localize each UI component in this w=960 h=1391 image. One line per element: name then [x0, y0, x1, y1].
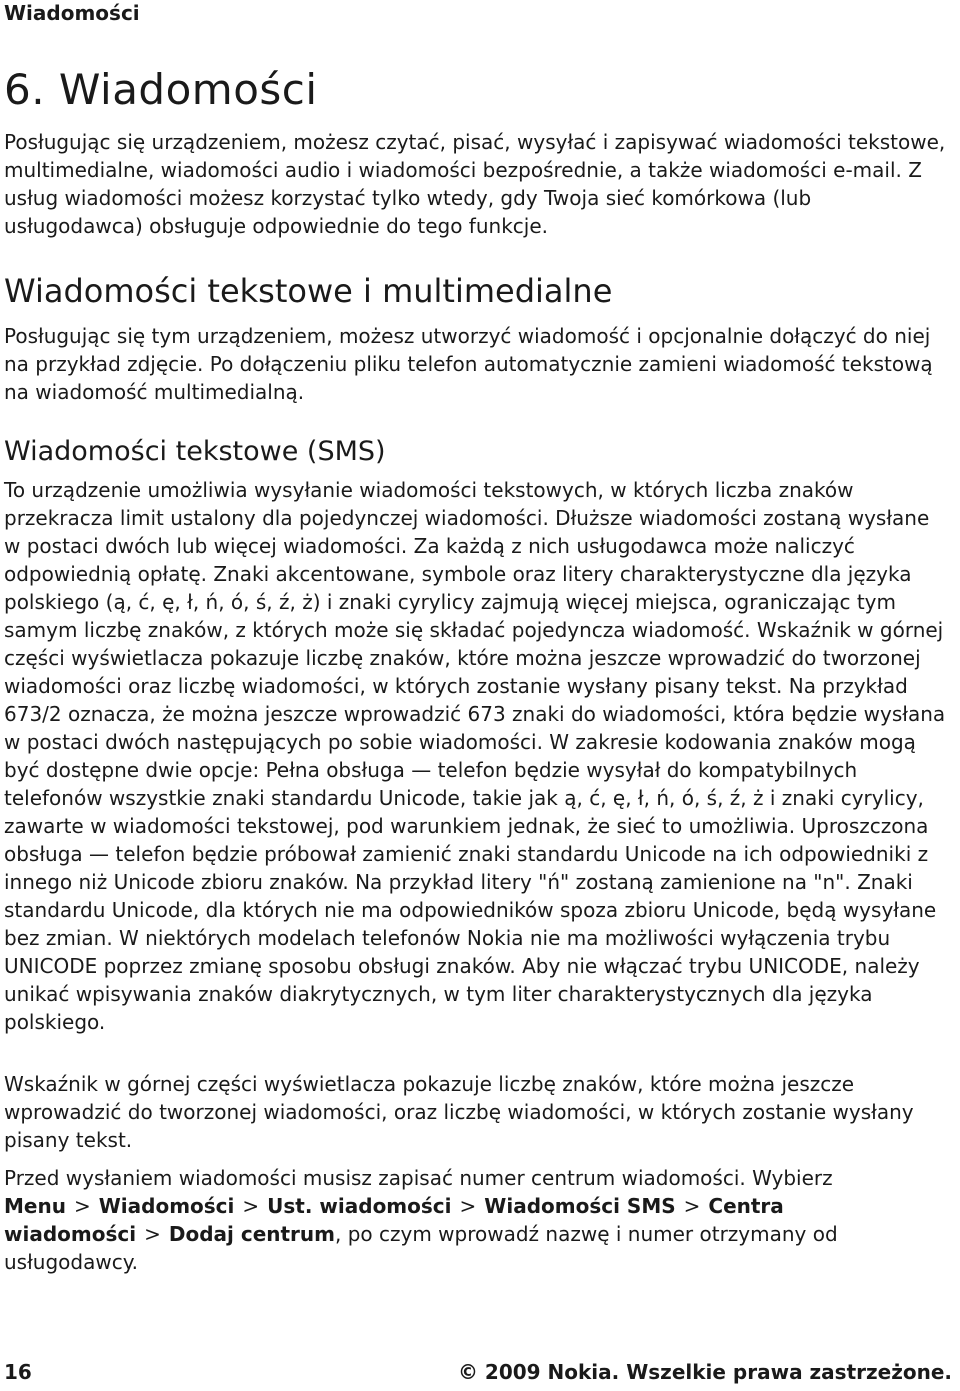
menu-path-item: Centra wiadomości — [4, 1194, 784, 1246]
page-number: 16 — [4, 1360, 32, 1384]
running-header: Wiadomości — [4, 1, 140, 25]
sms-paragraph-2: Wskaźnik w górnej części wyświetlacza pokazuje liczbę znaków, które można jeszcze wprowadzić do tworzonej wiadomości, oraz liczbę wiadomości, w których zostanie wysłany pisany tekst. — [4, 1072, 914, 1152]
sms-paragraph-1: To urządzenie umożliwia wysyłanie wiadomości tekstowych, w których liczba znaków przekracza limit ustalony dla pojedynczej wiadomości. Dłuższe wiadomości zostaną wysłane w postaci dwóch lub więcej wiadomości. Za każdą z nich usługodawca może naliczyć odpowiednią opłatę. Znaki akcentowane, symbole oraz litery charakterystyczne dla języka polskiego (ą, ć, ę, ł, ń, ó, ś, ź, ż) i znaki cyrylicy zajmują więcej miejsca, ograniczając tym samym liczbę znaków, z których może się składać pojedyncza wiadomość. Wskaźnik w górnej części wyświetlacza pokazuje liczbę znaków, które można jeszcze wprowadzić do tworzonej wiadomości oraz liczbę wiadomości, w których zostanie wysłany pisany tekst. Na przykład 673/2 oznacza, że można jeszcze wprowadzić 673 znaki do wiadomości, która będzie wysłana w postaci dwóch następujących po sobie wiadomości. W zakresie kodowania znaków mogą być dostępne dwie opcje: Pełna obsługa — telefon będzie wysyłał do kompatybilnych telefonów wszystkie znaki standardu Unicode, takie jak ą, ć, ę, ł, ń, ó, ś, ź, ż i znaki cyrylicy, zawarte w wiadomości tekstowej, pod warunkiem jednak, że sieć to umożliwia. Uproszczona obsługa — telefon będzie próbował zamienić znaki standardu Unicode na ich odpowiedniki z innego niż Unicode zbioru znaków. Na przykład litery "ń" zostaną zamienione na "n". Znaki standardu Unicode, dla których nie ma odpowiedników spoza zbioru Unicode, będą wysyłane bez zmian. W niektórych modelach telefonów Nokia nie ma możliwości wyłączenia trybu UNICODE poprzez zmianę sposobu obsługi znaków. Aby nie włączać trybu UNICODE, należy unikać wpisywania znaków diakrytycznych, w tym liter charakterystycznych dla języka polskiego. — [4, 478, 946, 1034]
menu-path-separator: > — [242, 1194, 260, 1218]
menu-path-item: Dodaj centrum — [168, 1222, 335, 1246]
menu-path-item: Menu — [4, 1194, 66, 1218]
section-heading-sms: Wiadomości tekstowe (SMS) — [4, 436, 386, 467]
menu-path-separator: > — [73, 1194, 91, 1218]
section-body-text-multimedia: Posługując się tym urządzeniem, możesz utworzyć wiadomość i opcjonalnie dołączyć do niej na przykład zdjęcie. Po dołączeniu pliku telefon automatycznie zamieni wiadomość tekstową na wiadomość multimedialną. — [4, 324, 933, 404]
copyright-notice: © 2009 Nokia. Wszelkie prawa zastrzeżone. — [457, 1360, 952, 1384]
menu-path-item: Wiadomości SMS — [484, 1194, 676, 1218]
chapter-intro: Posługując się urządzeniem, możesz czytać, pisać, wysyłać i zapisywać wiadomości tekstowe, multimedialne, wiadomości audio i wiadomości bezpośrednie, a także wiadomości e-mail. Z usług wiadomości możesz korzystać tylko wtedy, gdy Twoja sieć komórkowa (lub usługodawca) obsługuje odpowiednie do tego funkcje. — [4, 130, 946, 238]
menu-path-item: Wiadomości — [98, 1194, 235, 1218]
section-heading-text-multimedia: Wiadomości tekstowe i multimedialne — [4, 272, 613, 310]
sms-paragraph-3-tail: , po czym wprowadź nazwę i numer otrzymany od usługodawcy. — [4, 1222, 838, 1274]
menu-path-item: Ust. wiadomości — [267, 1194, 452, 1218]
menu-path-separator: > — [683, 1194, 701, 1218]
menu-path-separator: > — [459, 1194, 477, 1218]
menu-path-separator: > — [144, 1222, 161, 1246]
sms-paragraph-3 — [4, 1164, 950, 1276]
sms-paragraph-3-lead: Przed wysłaniem wiadomości musisz zapisać numer centrum wiadomości. Wybierz — [4, 1166, 833, 1190]
chapter-title: 6. Wiadomości — [4, 65, 318, 114]
